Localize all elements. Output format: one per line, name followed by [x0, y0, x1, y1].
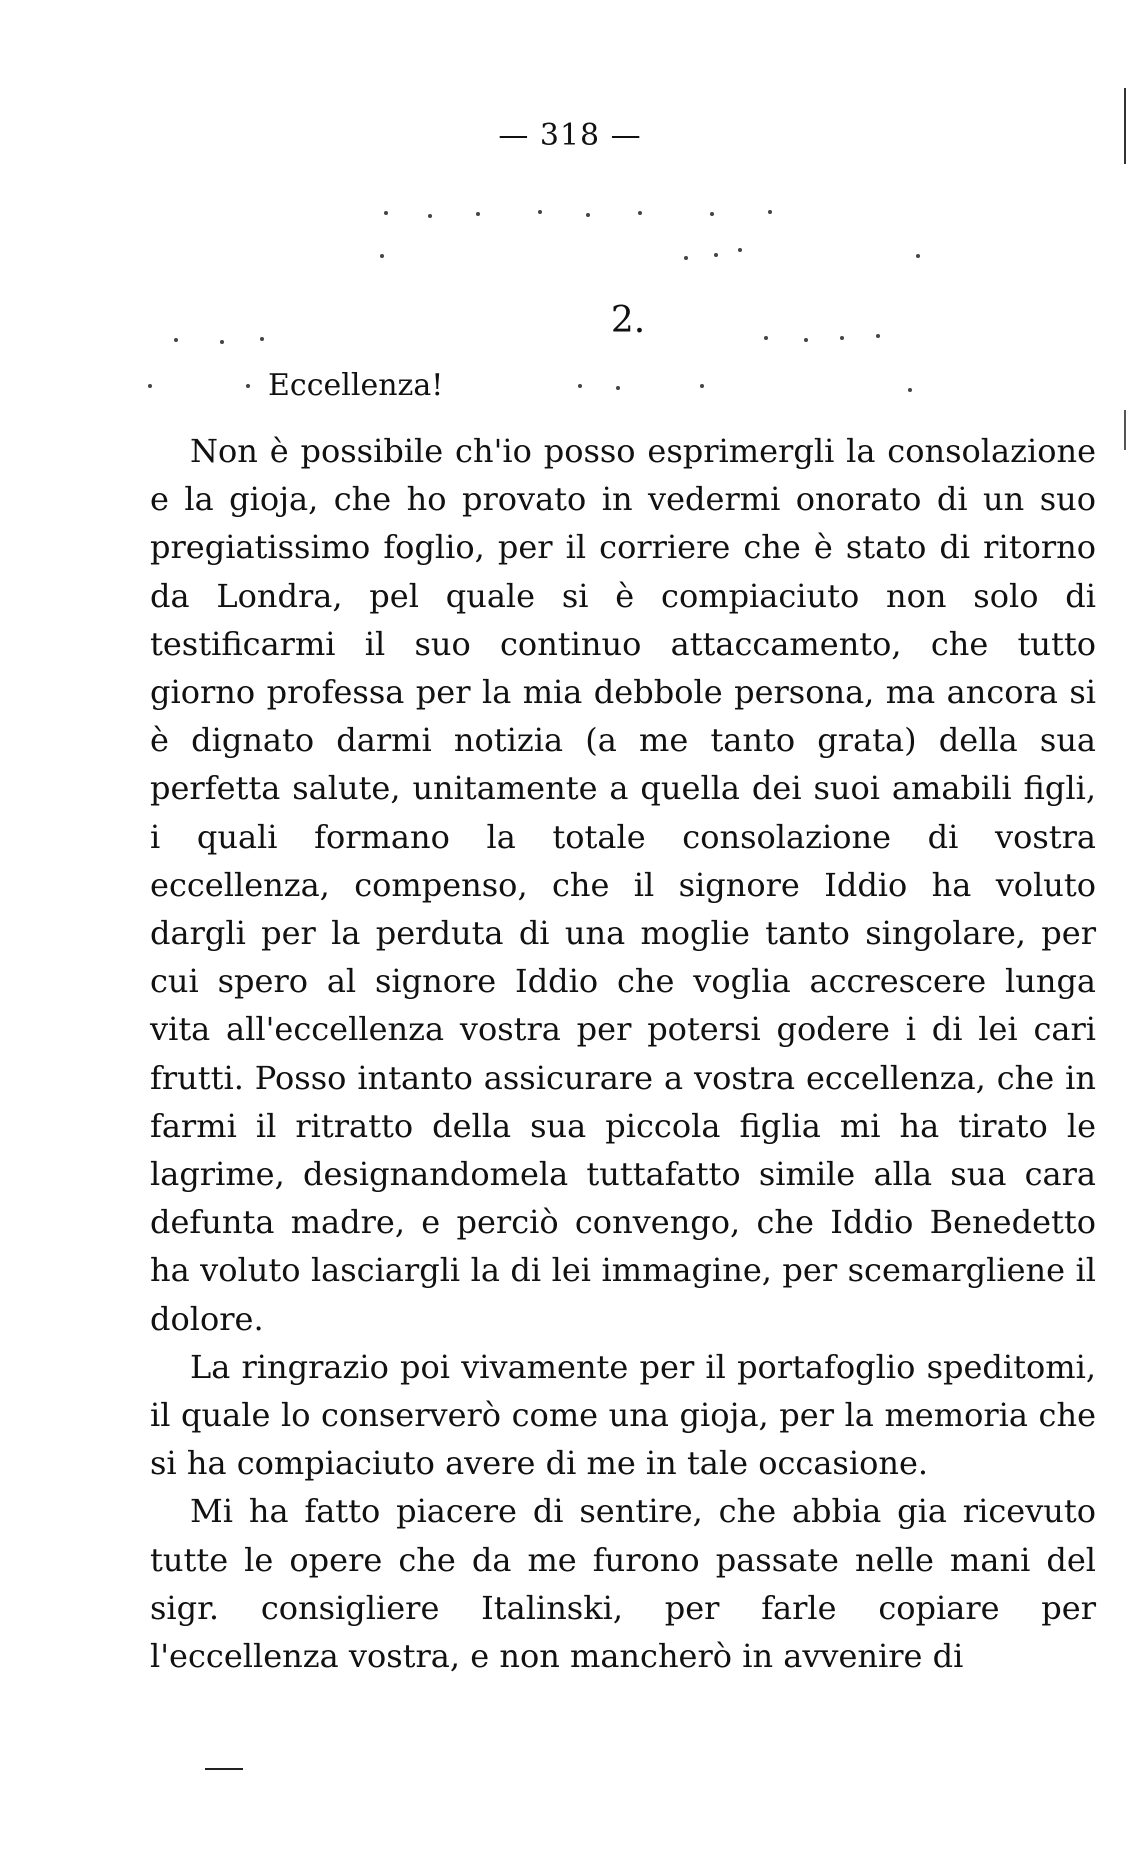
letter-number: 2.: [610, 300, 646, 341]
salutation: Eccellenza!: [268, 368, 444, 403]
letter-body: [150, 427, 1096, 1680]
print-specks: [0, 0, 1140, 420]
footer-rule: [205, 1768, 243, 1770]
page-number: — 318 —: [498, 118, 642, 153]
paragraph-1: Non è possibile ch'io posso esprimergli la consolazione e la gioja, che ho provato in vedermi onorato di un suo pregiatissimo foglio, per il corriere che è stato di ritorno da Londra, pel quale si è compiaciuto non solo di testificarmi il suo continuo attaccamento, che tutto giorno professa per la mia debbole persona, ma ancora si è dignato darmi notizia (a me tanto grata) della sua perfetta salute, unitamente a quella dei suoi amabili figli, i quali formano la totale consolazione di vostra eccellenza, compenso, che il signore Iddio ha voluto dargli per la perduta di una moglie tanto singolare, per cui spero al signore Iddio che voglia accrescere lunga vita all'eccellenza vostra per potersi godere i di lei cari frutti. Posso intanto assicurare a vostra eccellenza, che in farmi il ritratto della sua piccola figlia mi ha tirato le lagrime, designandomela tuttafatto simile alla sua cara defunta madre, e perciò convengo, che Iddio Benedetto ha voluto lasciargli la di lei immagine, per scemargliene il dolore.: [150, 432, 1096, 1338]
paragraph-3: Mi ha fatto piacere di sentire, che abbia gia ricevuto tutte le opere che da me furono passate nelle mani del sigr. consigliere Italinski, per farle copiare per l'eccellenza vostra, e non mancherò in avvenire di: [150, 1492, 1096, 1676]
paragraph-2: La ringrazio poi vivamente per il portafoglio speditomi, il quale lo conserverò come una gioja, per la memoria che si ha compiaciuto avere di me in tale occasione.: [150, 1347, 1096, 1483]
